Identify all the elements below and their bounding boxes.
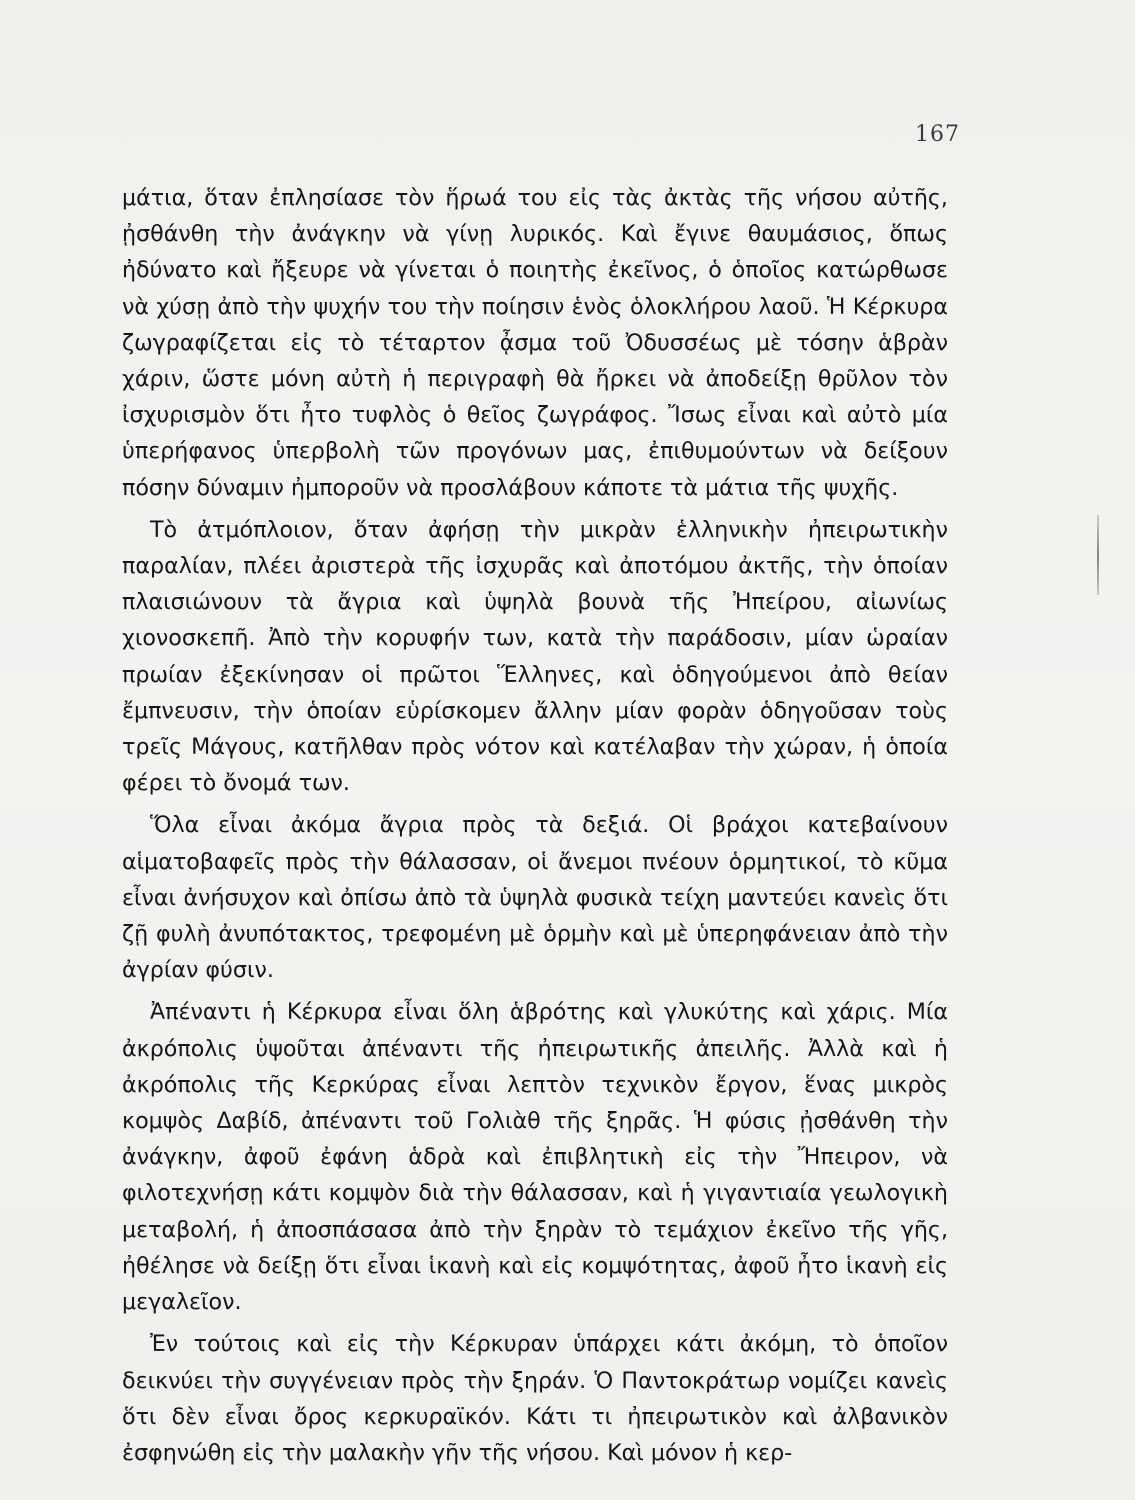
page-number: 167	[915, 122, 960, 147]
paragraph-5: Ἐν τούτοις καὶ εἰς τὴν Κέρκυραν ὑπάρχει κάτι ἀκόμη, τὸ ὁποῖον δεικνύει τὴν συγγένειαν πρὸς τὴν ξηράν. Ὁ Παντοκράτωρ νομίζει κανεὶς ὅτι δὲν εἶναι ὄρος κερκυραϊκόν. Κάτι τι ἠπειρωτικὸν καὶ ἀλβανικὸν ἐσφηνώθη εἰς τὴν μαλακὴν γῆν τῆς νήσου. Καὶ μόνον ἡ κερ-	[122, 1331, 948, 1466]
margin-pencil-mark	[1097, 515, 1099, 595]
paragraph-2: Τὸ ἀτμόπλοιον, ὅταν ἀφήσῃ τὴν μικρὰν ἑλληνικὴν ἠπειρωτικὴν παραλίαν, πλέει ἀριστερὰ τῆς ἰσχυρᾶς καὶ ἀποτόμου ἀκτῆς, τὴν ὁποίαν πλαισιώνουν τὰ ἄγρια καὶ ὑψηλὰ βουνὰ τῆς Ἠπείρου, αἰωνίως χιονοσκεπῆ. Ἀπὸ τὴν κορυφήν των, κατὰ τὴν παράδοσιν, μίαν ὡραίαν πρωίαν ἐξεκίνησαν οἱ πρῶτοι Ἕλληνες, καὶ ὁδηγούμενοι ἀπὸ θείαν ἔμπνευσιν, τὴν ὁποίαν εὑρίσκομεν ἄλλην μίαν φορὰν ὁδηγοῦσαν τοὺς τρεῖς Μάγους, κατῆλθαν πρὸς νότον καὶ κατέλαβαν τὴν χώραν, ἡ ὁποία φέρει τὸ ὄνομά των.	[122, 516, 948, 797]
body-text	[122, 180, 948, 1477]
paragraph-3: Ὅλα εἶναι ἀκόμα ἄγρια πρὸς τὰ δεξιά. Οἱ βράχοι κατεβαίνουν αἱματοβαφεῖς πρὸς τὴν θάλασσαν, οἱ ἄνεμοι πνέουν ὁρμητικοί, τὸ κῦμα εἶναι ἀνήσυχον καὶ ὀπίσω ἀπὸ τὰ ὑψηλὰ φυσικὰ τείχη μαντεύει κανεὶς ὅτι ζῇ φυλὴ ἀνυπότακτος, τρεφομένη μὲ ὁρμὴν καὶ μὲ ὑπερηφάνειαν ἀπὸ τὴν ἀγρίαν φύσιν.	[122, 812, 948, 984]
paragraph-4: Ἀπέναντι ἡ Κέρκυρα εἶναι ὅλη ἁβρότης καὶ γλυκύτης καὶ χάρις. Μία ἀκρόπολις ὑψοῦται ἀπέναντι τῆς ἠπειρωτικῆς ἀπειλῆς. Ἀλλὰ καὶ ἡ ἀκρόπολις τῆς Κερκύρας εἶναι λεπτὸν τεχνικὸν ἔργον, ἕνας μικρὸς κομψὸς Δαβίδ, ἀπέναντι τοῦ Γολιὰθ τῆς ξηρᾶς. Ἡ φύσις ᾐσθάνθη τὴν ἀνάγκην, ἀφοῦ ἐφάνη ἁδρὰ καὶ ἐπιβλητικὴ εἰς τὴν Ἤπειρον, νὰ φιλοτεχνήσῃ κάτι κομψὸν διὰ τὴν θάλασσαν, καὶ ἡ γιγαντιαία γεωλογικὴ μεταβολή, ἡ ἀποσπάσασα ἀπὸ τὴν ξηρὰν τὸ τεμάχιον ἐκεῖνο τῆς γῆς, ἠθέλησε νὰ δείξῃ ὅτι εἶναι ἱκανὴ καὶ εἰς κομψότητας, ἀφοῦ ἦτο ἱκανὴ εἰς μεγαλεῖον.	[122, 999, 948, 1316]
paragraph-1: μάτια, ὅταν ἐπλησίασε τὸν ἥρωά του εἰς τὰς ἀκτὰς τῆς νήσου αὐτῆς, ᾐσθάνθη τὴν ἀνάγκην νὰ γίνῃ λυρικός. Καὶ ἔγινε θαυμάσιος, ὅπως ἠδύνατο καὶ ἤξευρε νὰ γίνεται ὁ ποιητὴς ἐκεῖνος, ὁ ὁποῖος κατώρθωσε νὰ χύσῃ ἀπὸ τὴν ψυχήν του τὴν ποίησιν ἑνὸς ὁλοκλήρου λαοῦ. Ἡ Κέρκυρα ζωγραφίζεται εἰς τὸ τέταρτον ᾆσμα τοῦ Ὀδυσσέως μὲ τόσην ἁβρὰν χάριν, ὥστε μόνη αὐτὴ ἡ περιγραφὴ θὰ ἤρκει νὰ ἀποδείξῃ θρῦλον τὸν ἰσχυρισμὸν ὅτι ἦτο τυφλὸς ὁ θεῖος ζωγράφος. Ἴσως εἶναι καὶ αὐτὸ μία ὑπερήφανος ὑπερβολὴ τῶν προγόνων μας, ἐπιθυμούντων νὰ δείξουν πόσην δύναμιν ἠμποροῦν νὰ προσλάβουν κάποτε τὰ μάτια τῆς ψυχῆς.	[122, 185, 948, 501]
